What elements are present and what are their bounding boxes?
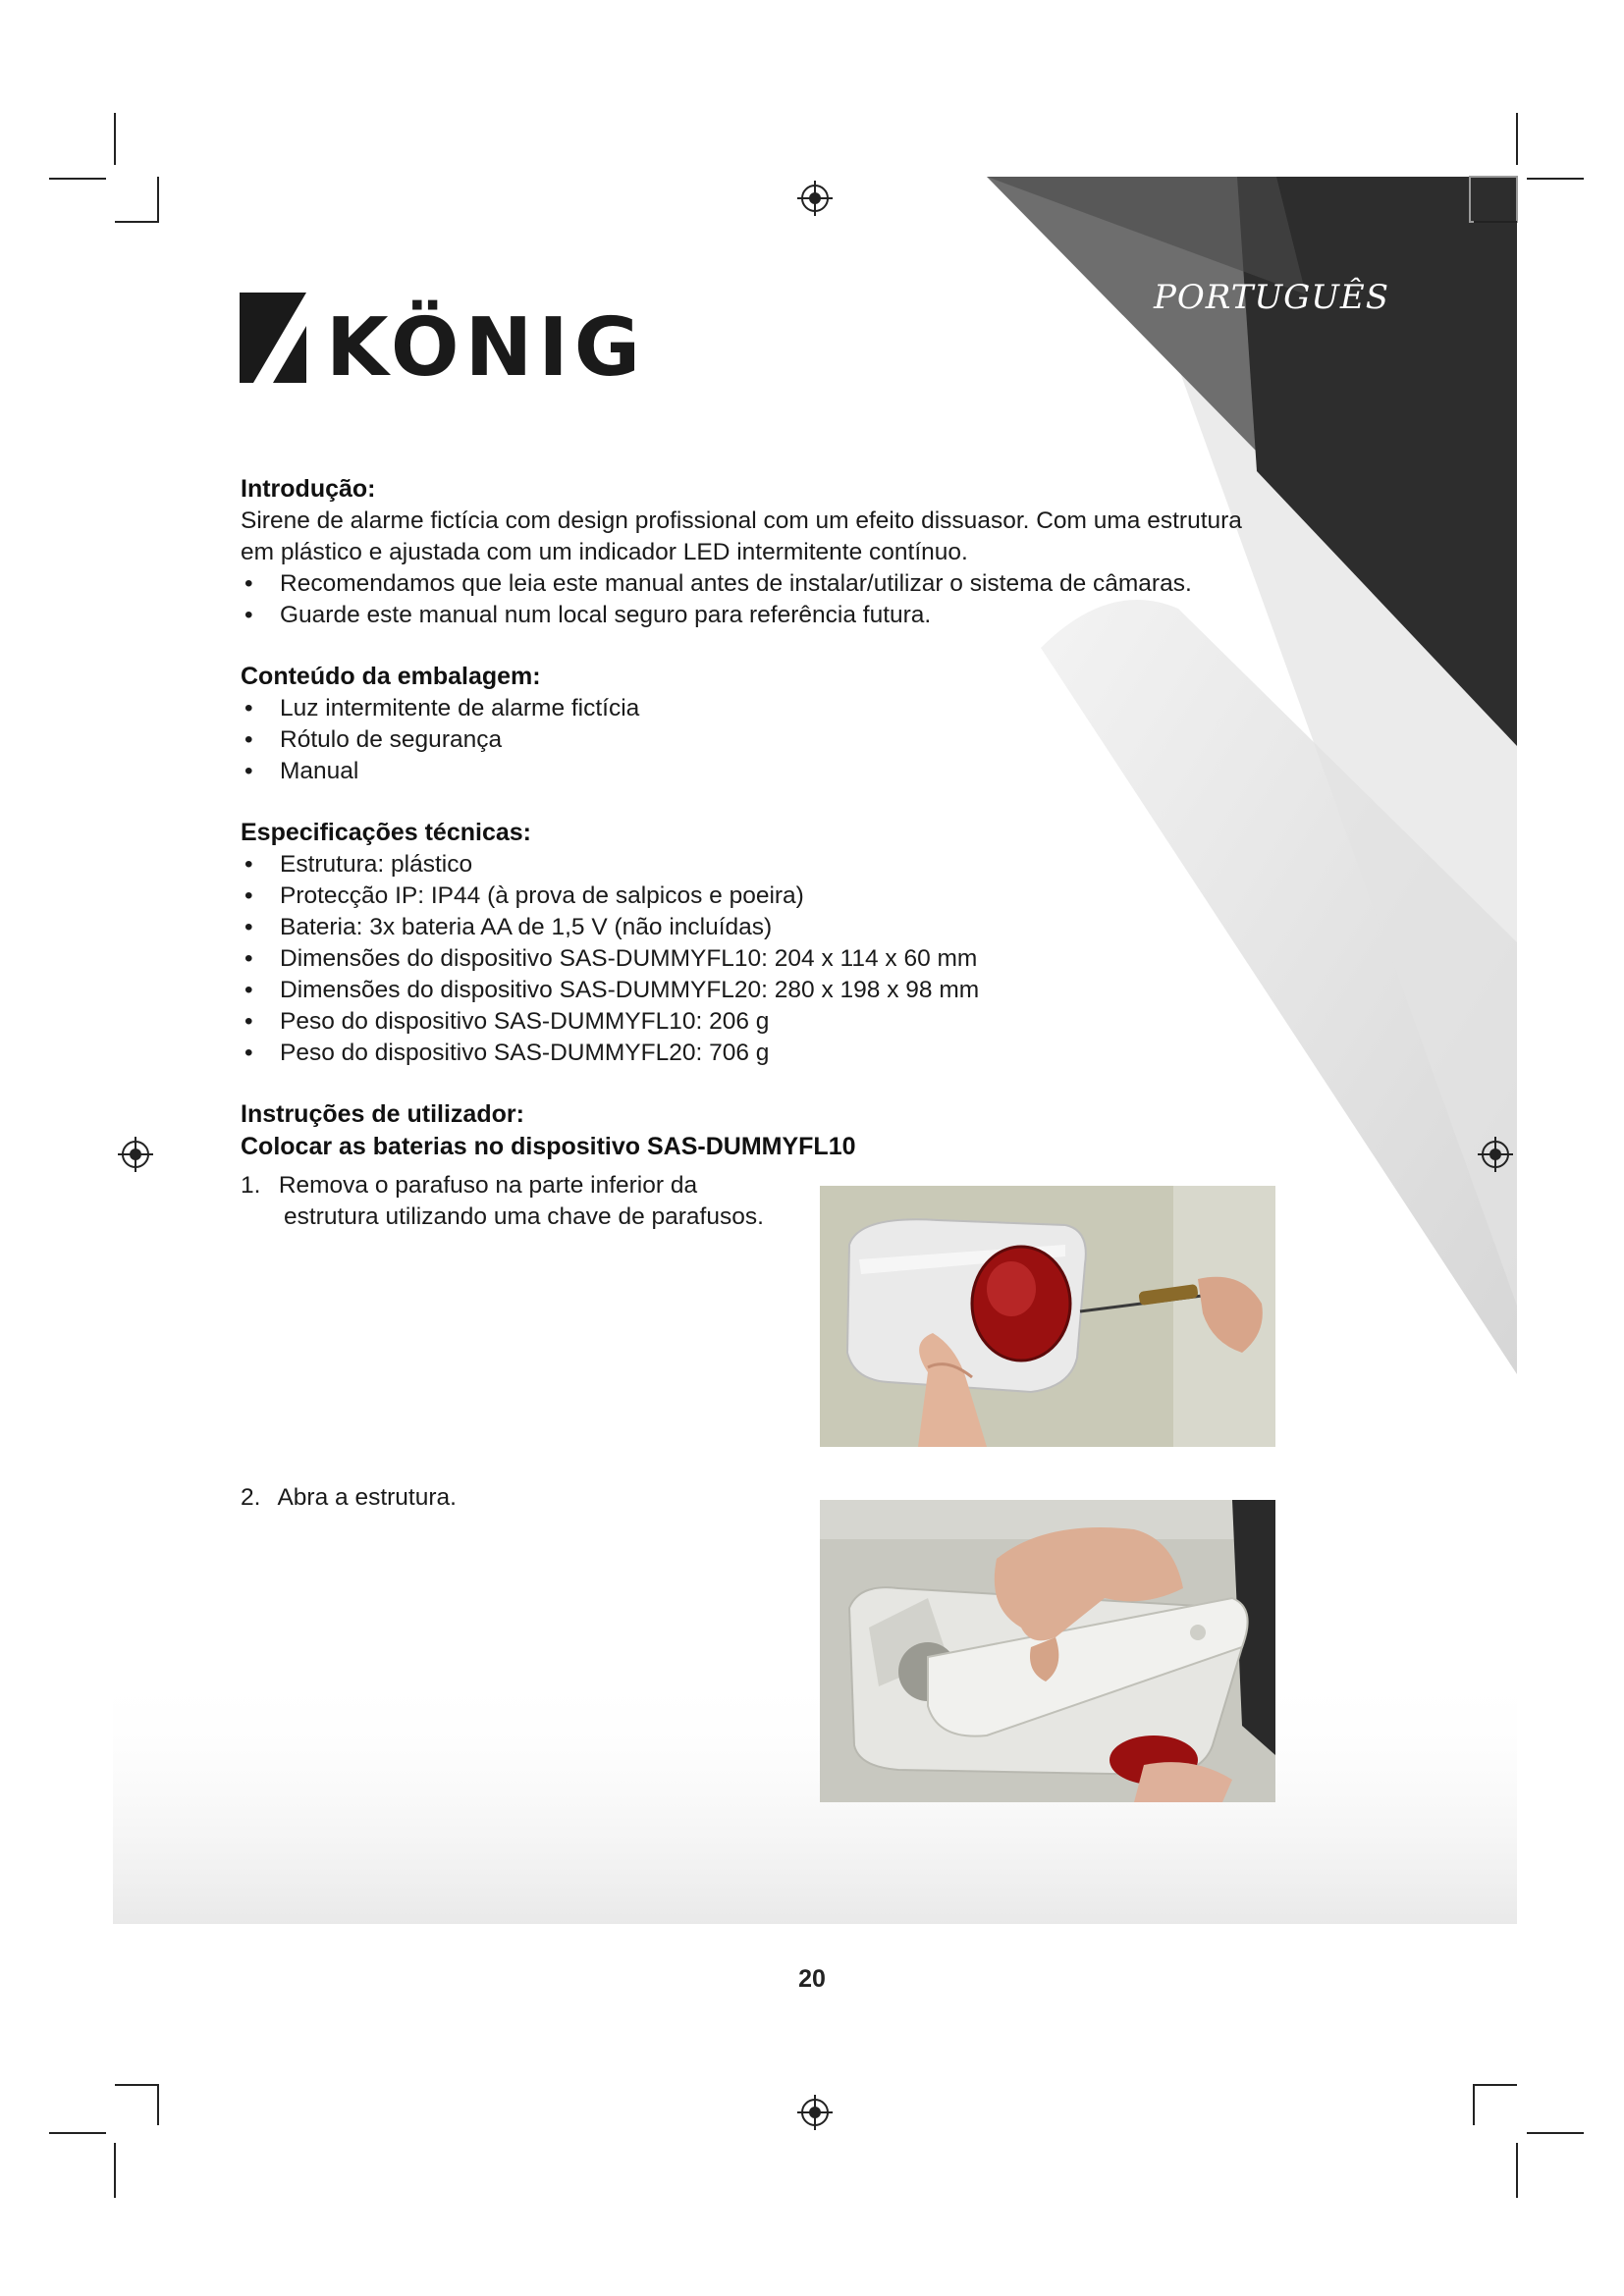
specs-section	[241, 817, 1301, 1069]
registration-mark-icon	[116, 1135, 155, 1174]
bullet-icon: •	[244, 945, 253, 972]
specs-heading: Especificações técnicas:	[241, 819, 531, 846]
package-heading: Conteúdo da embalagem:	[241, 663, 541, 690]
step-text: estrutura utilizando uma chave de parafusos.	[284, 1203, 764, 1230]
list-item: • Dimensões do dispositivo SAS-DUMMYFL20: 280 x 198 x 98 mm	[241, 975, 1301, 1006]
package-section	[241, 661, 1301, 787]
page-number: 20	[798, 1965, 826, 1993]
bullet-icon: •	[244, 1040, 253, 1066]
step-text: Abra a estrutura.	[277, 1484, 457, 1511]
instructions-heading: Instruções de utilizador:	[241, 1100, 524, 1128]
registration-mark-icon	[1476, 1135, 1515, 1174]
registration-mark-icon	[795, 179, 835, 218]
step-2	[241, 1482, 457, 1514]
main-content	[241, 473, 1301, 1163]
list-item: • Estrutura: plástico	[241, 849, 1301, 881]
instructions-subheading: Colocar as baterias no dispositivo SAS-DUMMYFL10	[241, 1133, 856, 1160]
bullet-icon: •	[244, 914, 253, 940]
bullet-icon: •	[244, 1008, 253, 1035]
list-item: • Peso do dispositivo SAS-DUMMYFL20: 706 g	[241, 1038, 1301, 1069]
list-item: • Recomendamos que leia este manual antes de instalar/utilizar o sistema de câmaras.	[241, 568, 1301, 600]
instructions-section	[241, 1098, 1301, 1163]
step-number: 2.	[241, 1484, 261, 1511]
step-1	[241, 1170, 764, 1233]
konig-logo	[240, 287, 647, 395]
package-bullet-list	[241, 693, 1301, 787]
bullet-icon: •	[244, 851, 253, 878]
registration-mark-icon	[795, 2093, 835, 2132]
intro-section	[241, 473, 1301, 631]
list-item: • Protecção IP: IP44 (à prova de salpicos e poeira)	[241, 881, 1301, 912]
bullet-icon: •	[244, 726, 253, 753]
bullet-icon: •	[244, 882, 253, 909]
intro-paragraph-line: Sirene de alarme fictícia com design profissional com um efeito dissuasor. Com uma estrutura	[241, 507, 1242, 534]
intro-heading: Introdução:	[241, 475, 376, 503]
bullet-icon: •	[244, 695, 253, 721]
list-item: • Rótulo de segurança	[241, 724, 1301, 756]
bullet-icon: •	[244, 977, 253, 1003]
photo-remove-screw	[820, 1186, 1275, 1447]
photo-open-structure	[820, 1500, 1275, 1802]
list-item: • Luz intermitente de alarme fictícia	[241, 693, 1301, 724]
step-text: Remova o parafuso na parte inferior da	[278, 1172, 698, 1199]
list-item: • Bateria: 3x bateria AA de 1,5 V (não incluídas)	[241, 912, 1301, 943]
intro-bullet-list	[241, 568, 1301, 631]
bullet-icon: •	[244, 758, 253, 784]
bullet-icon: •	[244, 602, 253, 628]
language-label: PORTUGUÊS	[1154, 278, 1390, 317]
bullet-icon: •	[244, 570, 253, 597]
intro-paragraph-line: em plástico e ajustada com um indicador LED intermitente contínuo.	[241, 539, 968, 565]
logo-text: KÖNIG	[326, 301, 647, 395]
step-number: 1.	[241, 1172, 261, 1199]
list-item: • Manual	[241, 756, 1301, 787]
list-item: • Dimensões do dispositivo SAS-DUMMYFL10: 204 x 114 x 60 mm	[241, 943, 1301, 975]
specs-bullet-list	[241, 849, 1301, 1069]
list-item: • Guarde este manual num local seguro para referência futura.	[241, 600, 1301, 631]
list-item: • Peso do dispositivo SAS-DUMMYFL10: 206 g	[241, 1006, 1301, 1038]
